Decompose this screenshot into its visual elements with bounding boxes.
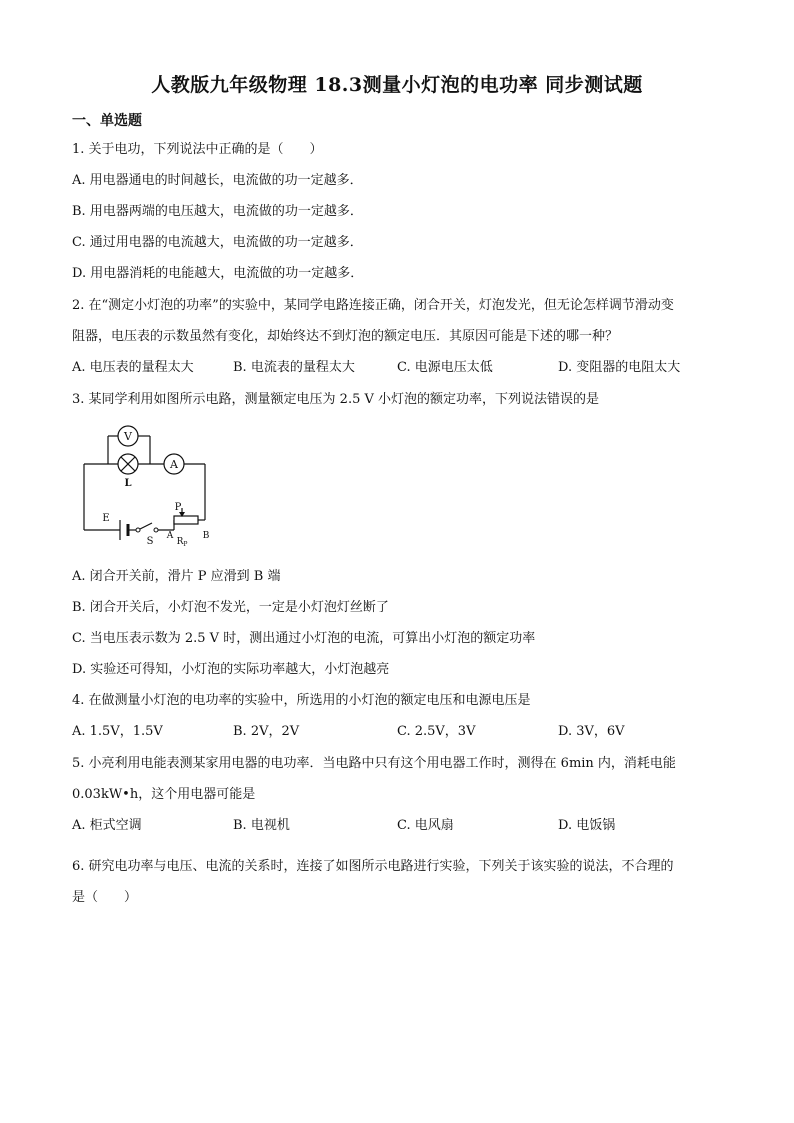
section-heading: 一、单选题 [72,113,142,129]
battery-label: E [102,513,110,524]
switch-label: S [146,536,154,547]
question-6-stem-line-2: 是（ ） [72,890,138,905]
rheostat-label: $R_P$ [176,537,188,548]
rheostat-icon [174,516,198,524]
question-4-option-a: A. 1.5V，1.5V [72,724,163,739]
question-2-stem-line-2: 阻器，电压表的示数虽然有变化，却始终达不到灯泡的额定电压．其原因可能是下述的哪一种？ [72,329,619,344]
question-5-option-b: B. 电视机 [233,818,290,833]
question-1-option-c: C. 通过用电器的电流越大，电流做的功一定越多． [72,235,363,250]
question-2-option-d: D. 变阻器的电阻太大 [558,360,681,375]
question-3-stem: 3. 某同学利用如图所示电路，测量额定电压为 2.5 V 小灯泡的额定功率，下列说法错误的是 [72,392,599,407]
switch-icon [136,528,158,532]
question-4-option-c: C. 2.5V，3V [397,724,476,739]
slider-label: P [174,502,182,513]
circuit-diagram [70,420,220,550]
question-4-option-b: B. 2V，2V [233,724,300,739]
voltmeter-label: V [124,430,132,443]
question-4-option-d: D. 3V，6V [558,724,625,739]
question-1-option-d: D. 用电器消耗的电能越大，电流做的功一定越多． [72,266,364,281]
question-6-stem-line-1: 6. 研究电功率与电压、电流的关系时，连接了如图所示电路进行实验，下列关于该实验的说法，不合理的 [72,859,674,874]
end-a-label: A [166,531,174,541]
question-5-stem-line-2: 0.03kW•h，这个用电器可能是 [72,787,256,802]
question-3-option-d: D. 实验还可得知，小灯泡的实际功率越大，小灯泡越亮 [72,662,390,677]
question-5-stem-line-1: 5. 小亮利用电能表测某家用电器的电功率．当电路中只有这个用电器工作时，测得在 6min 内，消耗电能 [72,756,676,771]
question-5-option-c: C. 电风扇 [397,818,454,833]
question-3-option-c: C. 当电压表示数为 2.5 V 时，测出通过小灯泡的电流，可算出小灯泡的额定功率 [72,631,536,646]
voltmeter-icon [118,426,138,446]
question-5-option-a: A. 柜式空调 [72,818,142,833]
question-1-option-b: B. 用电器两端的电压越大，电流做的功一定越多． [72,204,363,219]
question-2-option-a: A. 电压表的量程太大 [72,360,194,375]
question-2-option-b: B. 电流表的量程太大 [233,360,355,375]
question-2-option-c: C. 电源电压太低 [397,360,493,375]
battery-icon [120,520,128,540]
ammeter-label: A [170,458,178,471]
question-4-stem: 4. 在做测量小灯泡的电功率的实验中，所选用的小灯泡的额定电压和电源电压是 [72,693,531,708]
lamp-label: L [124,478,132,489]
question-1-option-a: A. 用电器通电的时间越长，电流做的功一定越多． [72,173,363,188]
question-3-option-a: A. 闭合开关前，滑片 P 应滑到 B 端 [72,569,281,584]
document-title: 人教版九年级物理 18.3测量小灯泡的电功率 同步测试题 [151,74,643,96]
question-5-option-d: D. 电饭锅 [558,818,616,833]
lamp-icon [118,454,138,474]
question-3-option-b: B. 闭合开关后，小灯泡不发光，一定是小灯泡灯丝断了 [72,600,389,615]
end-b-label: B [202,531,210,541]
question-2-stem-line-1: 2. 在“测定小灯泡的功率”的实验中，某同学电路连接正确，闭合开关，灯泡发光，但无论怎样调节滑动变 [72,298,674,313]
question-1-stem: 1. 关于电功，下列说法中正确的是（ ） [72,142,323,157]
ammeter-icon [164,454,184,474]
